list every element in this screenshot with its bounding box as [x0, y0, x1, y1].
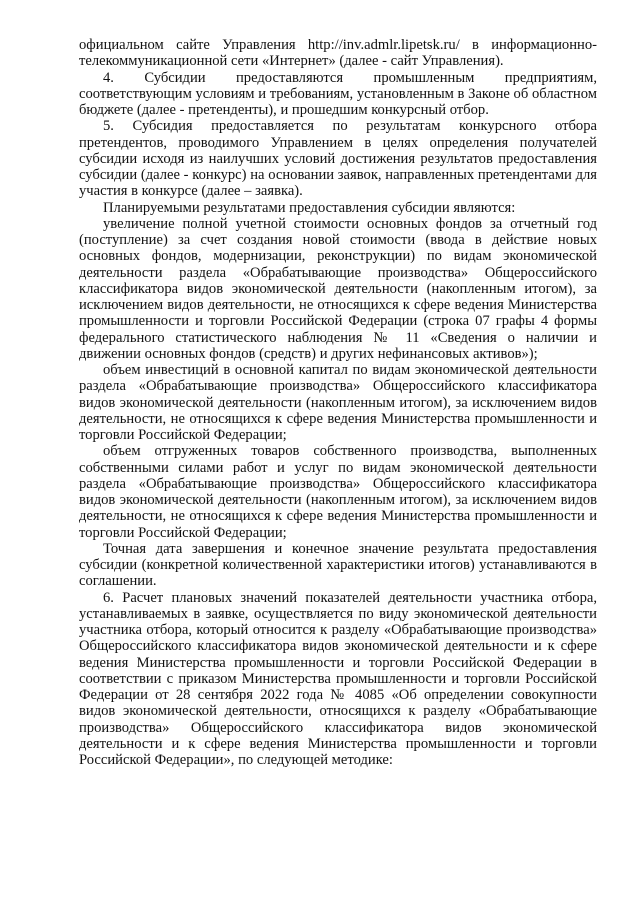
paragraph-4: 4. Субсидии предоставляются промышленным предприятиям, соответствующим условиям и требованиям, установленным в Законе об областном бюджете (далее - претенденты), и прошедшим конкурсный отбор.	[79, 69, 597, 118]
paragraph-results-intro: Планируемыми результатами предоставления субсидии являются:	[103, 199, 516, 216]
paragraph-result-fixed-assets: увеличение полной учетной стоимости основных фондов за отчетный год (поступление) за счет создания новой стоимости (ввода в действие новых основных фондов, модернизации, реконструкции) по видам экономической деятельности раздела «Обрабатывающие производства» Общероссийского классификатора видов экономической деятельности (накопленным итогом), за исключением видов деятельности, не относящихся к сфере ведения Министерства промышленности и торговли Российской Федерации (строка 07 графы 4 формы федерального статистического наблюдения № 11 «Сведения о наличии и движении основных фондов (средств) и других нефинансовых активов»);	[79, 215, 597, 362]
paragraph-completion-date: Точная дата завершения и конечное значение результата предоставления субсидии (конкретной количественной характеристики итогов) устанавливаются в соглашении.	[79, 540, 597, 590]
paragraph-continuation: официальном сайте Управления http://inv.admlr.lipetsk.ru/ в информационно-телекоммуникационной сети «Интернет» (далее - сайт Управления).	[79, 37, 597, 70]
paragraph-6: 6. Расчет плановых значений показателей деятельности участника отбора, устанавливаемых в заявке, осуществляется по виду экономической деятельности участника отбора, который относится к разделу «Обрабатывающие производства» Общероссийского классификатора видов экономической деятельности и к сфере ведения Министерства промышленности и торговли Российской Федерации в соответствии с приказом Министерства промышленности и торговли Российской Федерации от 28 сентября 2022 года № 4085 «Об определении совокупности видов экономической деятельности, относящихся к разделу «Обрабатывающие производства» Общероссийского классификатора видов экономической деятельности и к сфере ведения Министерства промышленности и торговли Российской Федерации», по следующей методике:	[79, 589, 597, 768]
paragraph-result-shipped-goods: объем отгруженных товаров собственного производства, выполненных собственными силами работ и услуг по видам экономической деятельности раздела «Обрабатывающие производства» Общероссийского классификатора видов экономической деятельности (накопленным итогом), за исключением видов деятельности, не относящихся к сфере ведения Министерства промышленности и торговли Российской Федерации;	[79, 443, 597, 541]
paragraph-result-investments: объем инвестиций в основной капитал по видам экономической деятельности раздела «Обрабатывающие производства» Общероссийского классификатора видов экономической деятельности (накопленным итогом), за исключением видов деятельности, не относящихся к сфере ведения Министерства промышленности и торговли Российской Федерации;	[79, 362, 597, 443]
document-body	[79, 37, 597, 768]
paragraph-5: 5. Субсидия предоставляется по результатам конкурсного отбора претендентов, проводимого Управлением в целях определения получателей субсидии исходя из наилучших условий достижения результатов предоставления субсидии (далее - конкурс) на основании заявок, направленных претендентами для участия в конкурсе (далее – заявка).	[79, 118, 597, 200]
